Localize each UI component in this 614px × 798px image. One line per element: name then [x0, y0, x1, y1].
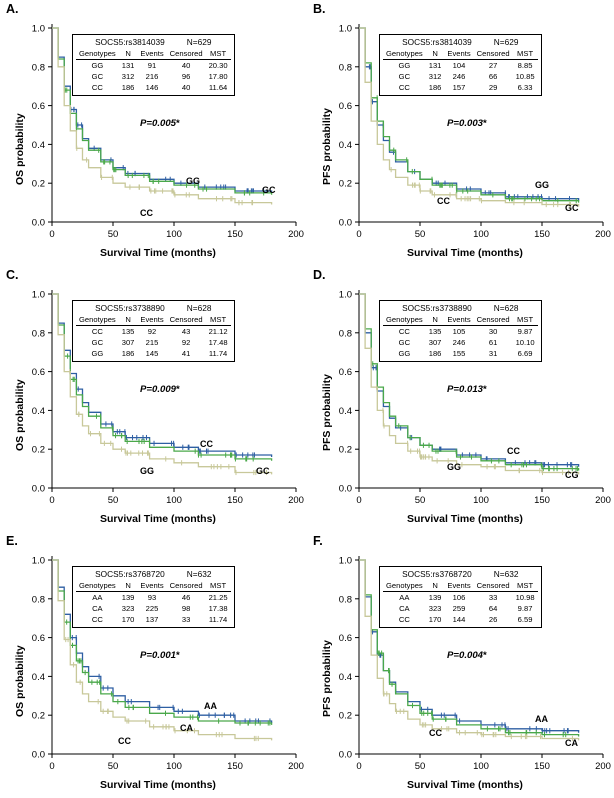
- cell-mst: 20.30: [208, 61, 228, 70]
- snp-name: SOCS5:rs3768720: [402, 569, 472, 579]
- x-tick-label: 200: [595, 229, 611, 240]
- snp-name: SOCS5:rs3768720: [95, 569, 165, 579]
- y-tick-label: 0.8: [338, 594, 352, 606]
- table-row: [76, 326, 231, 338]
- cell-mst: 10.98: [515, 593, 535, 602]
- x-tick-label: 200: [595, 761, 611, 772]
- y-tick-label: 0.2: [31, 710, 45, 722]
- curve-label: GC: [262, 185, 276, 195]
- cell-censored: 40: [181, 61, 191, 70]
- panel-letter: B.: [313, 2, 326, 16]
- panel-c: [0, 266, 307, 532]
- p-value: [447, 650, 487, 661]
- x-tick-label: 150: [227, 229, 243, 240]
- column-header: N: [119, 580, 138, 592]
- panel-letter: E.: [6, 534, 18, 548]
- cell-censored: 26: [488, 615, 498, 624]
- y-tick-label: 0.2: [31, 178, 45, 190]
- y-tick-label: 0.8: [338, 328, 352, 340]
- cell-n: 186: [428, 83, 442, 92]
- cell-events: 106: [452, 593, 466, 602]
- table-row: [76, 348, 231, 359]
- sample-size: N=629: [493, 37, 519, 47]
- column-header: Genotypes: [383, 48, 426, 60]
- cell-genotype: GC: [398, 72, 411, 81]
- cell-events: 215: [145, 338, 159, 347]
- column-header: MST: [513, 314, 538, 326]
- cell-censored: 43: [181, 327, 191, 336]
- x-axis-label: Survival Time (months): [407, 513, 523, 525]
- cell-genotype: CC: [91, 615, 103, 624]
- cell-n: 131: [121, 61, 135, 70]
- y-axis-label: PFS probability: [321, 639, 333, 717]
- cell-events: 216: [145, 72, 159, 81]
- cell-genotype: CC: [398, 327, 410, 336]
- x-tick-label: 50: [414, 495, 426, 506]
- y-tick-label: 0.4: [31, 139, 45, 151]
- column-header: N: [426, 48, 445, 60]
- x-axis-label: Survival Time (months): [407, 247, 523, 259]
- sample-size: N=629: [186, 37, 212, 47]
- y-tick-label: 0.0: [338, 749, 352, 761]
- curve-label: AA: [204, 701, 217, 711]
- table-row: [383, 592, 538, 604]
- y-tick-label: 0.0: [338, 483, 352, 495]
- p-value-star: *: [483, 650, 487, 661]
- panel-a: [0, 0, 307, 266]
- cell-mst: 17.48: [208, 338, 228, 347]
- genotype-table: [383, 314, 538, 359]
- y-tick-label: 1.0: [31, 555, 45, 567]
- cell-mst: 17.80: [208, 72, 228, 81]
- y-axis-label: PFS probability: [321, 107, 333, 185]
- cell-n: 186: [428, 349, 442, 358]
- stats-table-title: [76, 569, 231, 580]
- column-header: Events: [137, 48, 166, 60]
- panel-b: [307, 0, 614, 266]
- curve-label: CC: [429, 728, 442, 738]
- p-value-star: *: [483, 384, 487, 395]
- table-row: [76, 614, 231, 625]
- p-value-text: P=0.005: [140, 118, 177, 129]
- cell-mst: 6.59: [517, 615, 533, 624]
- snp-name: SOCS5:rs3738890: [402, 303, 472, 313]
- x-tick-label: 150: [227, 495, 243, 506]
- stats-table: [379, 300, 542, 362]
- cell-events: 104: [452, 61, 466, 70]
- cell-n: 135: [428, 327, 442, 336]
- column-header: N: [119, 48, 138, 60]
- table-row: [383, 60, 538, 72]
- cell-censored: 92: [181, 338, 191, 347]
- y-tick-label: 0.4: [31, 671, 45, 683]
- x-tick-label: 0: [49, 761, 55, 772]
- y-tick-label: 1.0: [338, 555, 352, 567]
- column-header: N: [426, 314, 445, 326]
- cell-mst: 11.74: [208, 615, 228, 624]
- cell-genotype: AA: [399, 593, 410, 602]
- y-tick-label: 0.4: [338, 671, 352, 683]
- cell-censored: 31: [488, 349, 498, 358]
- curve-label: CG: [565, 470, 579, 480]
- cell-n: 186: [121, 83, 135, 92]
- cell-n: 307: [428, 338, 442, 347]
- cell-events: 246: [452, 338, 466, 347]
- cell-mst: 9.87: [517, 604, 533, 613]
- cell-events: 145: [145, 349, 159, 358]
- column-header: Events: [444, 580, 473, 592]
- x-tick-label: 0: [356, 229, 362, 240]
- y-axis-label: OS probability: [14, 113, 26, 185]
- cell-genotype: AA: [92, 593, 103, 602]
- p-value-text: P=0.001: [140, 650, 177, 661]
- cell-n: 170: [121, 615, 135, 624]
- stats-table: [379, 34, 542, 96]
- cell-mst: 21.25: [208, 593, 228, 602]
- x-tick-label: 50: [414, 761, 426, 772]
- cell-events: 155: [452, 349, 466, 358]
- p-value-star: *: [483, 118, 487, 129]
- stats-table-title: [383, 37, 538, 48]
- panel-letter: C.: [6, 268, 19, 282]
- table-row: [76, 71, 231, 82]
- cell-censored: 98: [181, 604, 191, 613]
- column-header: Censored: [167, 580, 206, 592]
- column-header: Censored: [474, 48, 513, 60]
- cell-genotype: GG: [398, 349, 411, 358]
- x-tick-label: 200: [288, 229, 304, 240]
- p-value-text: P=0.003: [447, 118, 484, 129]
- cell-mst: 8.85: [517, 61, 533, 70]
- cell-genotype: GG: [398, 61, 411, 70]
- y-tick-label: 0.8: [338, 62, 352, 74]
- y-tick-label: 0.0: [31, 217, 45, 229]
- x-tick-label: 50: [107, 761, 119, 772]
- cell-events: 157: [452, 83, 466, 92]
- column-header: Censored: [167, 314, 206, 326]
- cell-mst: 10.10: [515, 338, 535, 347]
- y-tick-label: 0.8: [31, 594, 45, 606]
- x-tick-label: 100: [473, 495, 489, 506]
- x-axis-label: Survival Time (months): [100, 779, 216, 791]
- cell-n: 307: [121, 338, 135, 347]
- y-tick-label: 0.0: [338, 217, 352, 229]
- cell-censored: 61: [488, 338, 498, 347]
- table-row: [383, 326, 538, 338]
- cell-censored: 66: [488, 72, 498, 81]
- curve-label: CC: [118, 736, 131, 746]
- y-tick-label: 0.8: [31, 62, 45, 74]
- x-tick-label: 150: [227, 761, 243, 772]
- cell-genotype: CC: [91, 83, 103, 92]
- y-tick-label: 0.8: [31, 328, 45, 340]
- stats-table-title: [383, 569, 538, 580]
- y-tick-label: 0.2: [338, 710, 352, 722]
- sample-size: N=632: [186, 569, 212, 579]
- x-tick-label: 150: [534, 229, 550, 240]
- x-tick-label: 0: [49, 229, 55, 240]
- y-tick-label: 0.6: [31, 367, 45, 379]
- y-tick-label: 1.0: [31, 289, 45, 301]
- p-value-text: P=0.013: [447, 384, 484, 395]
- y-tick-label: 0.6: [338, 633, 352, 645]
- table-row: [383, 337, 538, 348]
- cell-n: 131: [428, 61, 442, 70]
- stats-table: [72, 300, 235, 362]
- cell-censored: 33: [488, 593, 498, 602]
- p-value-star: *: [176, 118, 180, 129]
- y-axis-label: OS probability: [14, 379, 26, 451]
- x-tick-label: 0: [356, 495, 362, 506]
- table-row: [76, 60, 231, 72]
- sample-size: N=628: [186, 303, 212, 313]
- curve-label: GG: [535, 180, 550, 190]
- x-tick-label: 100: [166, 495, 182, 506]
- stats-table-title: [76, 303, 231, 314]
- cell-events: 105: [452, 327, 466, 336]
- genotype-table: [76, 314, 231, 359]
- curve-label: CC: [200, 439, 213, 449]
- cell-genotype: CA: [399, 604, 410, 613]
- cell-n: 135: [121, 327, 135, 336]
- column-header: Genotypes: [76, 314, 119, 326]
- panel-d: [307, 266, 614, 532]
- cell-genotype: GG: [91, 61, 104, 70]
- cell-n: 312: [428, 72, 442, 81]
- cell-censored: 27: [488, 61, 498, 70]
- cell-censored: 40: [181, 83, 191, 92]
- column-header: Censored: [474, 314, 513, 326]
- p-value: [140, 650, 180, 661]
- y-tick-label: 0.4: [31, 405, 45, 417]
- stats-table: [379, 566, 542, 628]
- cell-censored: 29: [488, 83, 498, 92]
- stats-table: [72, 566, 235, 628]
- genotype-table: [383, 48, 538, 93]
- y-tick-label: 0.0: [31, 749, 45, 761]
- cell-censored: 96: [181, 72, 191, 81]
- cell-mst: 10.85: [515, 72, 535, 81]
- x-axis-label: Survival Time (months): [100, 513, 216, 525]
- p-value: [447, 384, 487, 395]
- cell-n: 323: [428, 604, 442, 613]
- y-axis-label: OS probability: [14, 645, 26, 717]
- x-tick-label: 50: [107, 229, 119, 240]
- panel-letter: F.: [313, 534, 323, 548]
- x-axis-label: Survival Time (months): [100, 247, 216, 259]
- cell-genotype: GG: [91, 349, 104, 358]
- genotype-table: [76, 580, 231, 625]
- snp-name: SOCS5:rs3814039: [402, 37, 472, 47]
- cell-genotype: GC: [91, 338, 104, 347]
- cell-genotype: CA: [92, 604, 103, 613]
- column-header: N: [426, 580, 445, 592]
- stats-table: [72, 34, 235, 96]
- panel-f: [307, 532, 614, 798]
- cell-censored: 46: [181, 593, 191, 602]
- cell-genotype: GC: [91, 72, 104, 81]
- cell-events: 144: [452, 615, 466, 624]
- cell-censored: 33: [181, 615, 191, 624]
- table-row: [383, 614, 538, 625]
- cell-mst: 9.87: [517, 327, 533, 336]
- y-tick-label: 0.4: [338, 139, 352, 151]
- sample-size: N=632: [493, 569, 519, 579]
- table-row: [383, 82, 538, 93]
- y-tick-label: 0.6: [31, 633, 45, 645]
- curve-label: GG: [447, 462, 462, 472]
- cell-events: 137: [145, 615, 159, 624]
- cell-mst: 17.38: [208, 604, 228, 613]
- cell-censored: 41: [181, 349, 191, 358]
- x-tick-label: 0: [49, 495, 55, 506]
- x-tick-label: 200: [288, 761, 304, 772]
- column-header: Genotypes: [76, 48, 119, 60]
- cell-events: 91: [147, 61, 157, 70]
- cell-censored: 30: [488, 327, 498, 336]
- column-header: Censored: [474, 580, 513, 592]
- panel-letter: D.: [313, 268, 326, 282]
- column-header: Events: [444, 48, 473, 60]
- cell-genotype: GC: [398, 338, 411, 347]
- column-header: MST: [206, 314, 231, 326]
- y-tick-label: 0.6: [338, 101, 352, 113]
- p-value-star: *: [176, 650, 180, 661]
- sample-size: N=628: [493, 303, 519, 313]
- y-tick-label: 0.2: [338, 178, 352, 190]
- cell-events: 259: [452, 604, 466, 613]
- cell-n: 186: [121, 349, 135, 358]
- panel-letter: A.: [6, 2, 19, 16]
- y-tick-label: 1.0: [338, 289, 352, 301]
- cell-mst: 11.74: [208, 349, 228, 358]
- cell-mst: 11.64: [208, 83, 228, 92]
- curve-label: AA: [535, 714, 548, 724]
- p-value-star: *: [176, 384, 180, 395]
- cell-n: 139: [428, 593, 442, 602]
- curve-label: CA: [565, 738, 578, 748]
- cell-genotype: CC: [91, 327, 103, 336]
- cell-n: 139: [121, 593, 135, 602]
- curve-label: CC: [507, 446, 520, 456]
- curve-label: CC: [437, 196, 450, 206]
- x-tick-label: 50: [107, 495, 119, 506]
- cell-n: 170: [428, 615, 442, 624]
- y-tick-label: 1.0: [31, 23, 45, 35]
- x-tick-label: 100: [166, 761, 182, 772]
- cell-n: 312: [121, 72, 135, 81]
- snp-name: SOCS5:rs3738890: [95, 303, 165, 313]
- genotype-table: [383, 580, 538, 625]
- cell-events: 146: [145, 83, 159, 92]
- cell-genotype: CC: [398, 83, 410, 92]
- column-header: MST: [513, 48, 538, 60]
- table-row: [76, 603, 231, 614]
- y-axis-label: PFS probability: [321, 373, 333, 451]
- table-row: [383, 348, 538, 359]
- curve-label: GG: [140, 466, 155, 476]
- curve-label: GC: [256, 466, 270, 476]
- curve-label: GG: [186, 176, 201, 186]
- cell-genotype: CC: [398, 615, 410, 624]
- p-value: [447, 118, 487, 129]
- column-header: Events: [137, 580, 166, 592]
- p-value-text: P=0.009: [140, 384, 177, 395]
- p-value-text: P=0.004: [447, 650, 484, 661]
- y-tick-label: 0.4: [338, 405, 352, 417]
- x-tick-label: 100: [166, 229, 182, 240]
- column-header: MST: [206, 48, 231, 60]
- x-tick-label: 100: [473, 761, 489, 772]
- y-tick-label: 1.0: [338, 23, 352, 35]
- stats-table-title: [383, 303, 538, 314]
- snp-name: SOCS5:rs3814039: [95, 37, 165, 47]
- cell-mst: 21.12: [208, 327, 228, 336]
- cell-censored: 64: [488, 604, 498, 613]
- x-axis-label: Survival Time (months): [407, 779, 523, 791]
- column-header: MST: [206, 580, 231, 592]
- table-row: [76, 337, 231, 348]
- cell-events: 93: [147, 593, 157, 602]
- x-tick-label: 200: [288, 495, 304, 506]
- table-row: [383, 71, 538, 82]
- table-row: [76, 82, 231, 93]
- column-header: Genotypes: [383, 580, 426, 592]
- cell-mst: 6.69: [517, 349, 533, 358]
- cell-events: 92: [147, 327, 157, 336]
- cell-mst: 6.33: [517, 83, 533, 92]
- cell-events: 246: [452, 72, 466, 81]
- y-tick-label: 0.6: [31, 101, 45, 113]
- stats-table-title: [76, 37, 231, 48]
- p-value: [140, 118, 180, 129]
- x-tick-label: 150: [534, 495, 550, 506]
- x-tick-label: 0: [356, 761, 362, 772]
- panel-e: [0, 532, 307, 798]
- p-value: [140, 384, 180, 395]
- x-tick-label: 50: [414, 229, 426, 240]
- x-tick-label: 200: [595, 495, 611, 506]
- table-row: [76, 592, 231, 604]
- column-header: Events: [444, 314, 473, 326]
- x-tick-label: 100: [473, 229, 489, 240]
- column-header: Events: [137, 314, 166, 326]
- y-tick-label: 0.6: [338, 367, 352, 379]
- column-header: Genotypes: [76, 580, 119, 592]
- x-tick-label: 150: [534, 761, 550, 772]
- cell-events: 225: [145, 604, 159, 613]
- column-header: N: [119, 314, 138, 326]
- y-tick-label: 0.2: [31, 444, 45, 456]
- curve-label: CC: [140, 208, 153, 218]
- table-row: [383, 603, 538, 614]
- cell-n: 323: [121, 604, 135, 613]
- curve-label: CA: [180, 723, 193, 733]
- genotype-table: [76, 48, 231, 93]
- column-header: Genotypes: [383, 314, 426, 326]
- column-header: Censored: [167, 48, 206, 60]
- column-header: MST: [513, 580, 538, 592]
- y-tick-label: 0.2: [338, 444, 352, 456]
- curve-label: GC: [565, 203, 579, 213]
- y-tick-label: 0.0: [31, 483, 45, 495]
